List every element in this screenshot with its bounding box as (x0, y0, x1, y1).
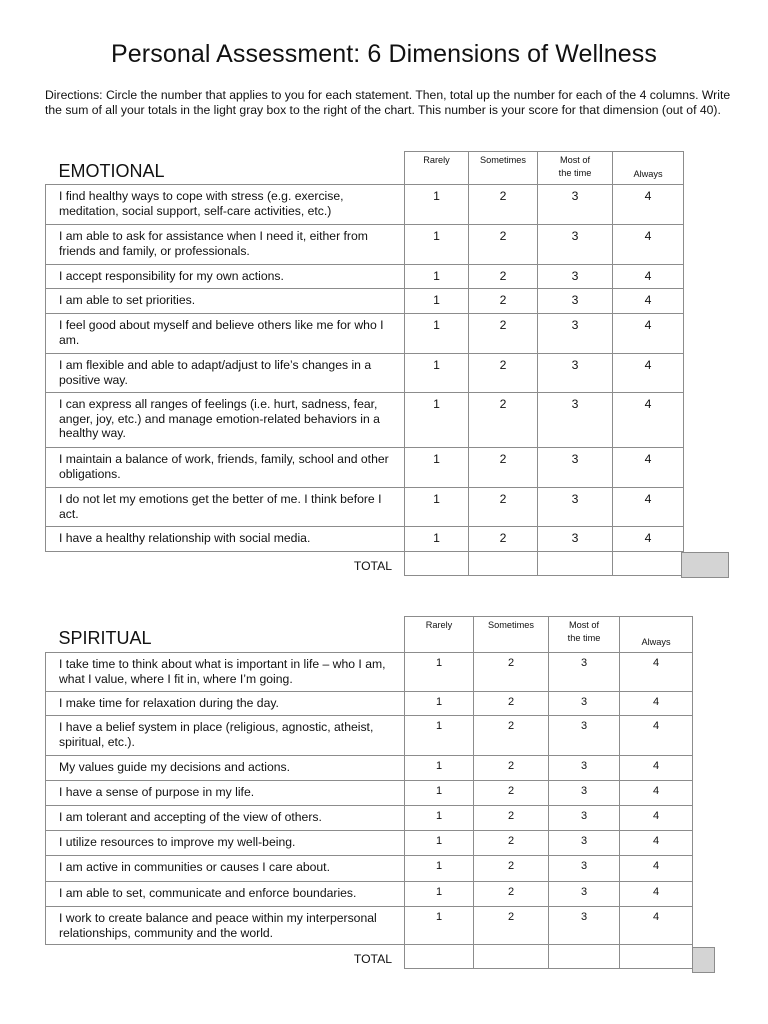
emotional-section (45, 151, 684, 576)
spiritual-score-box[interactable] (692, 947, 715, 973)
rating-option-1[interactable]: 1 (405, 265, 469, 289)
total-label: TOTAL (353, 952, 392, 967)
rating-option-3[interactable]: 3 (549, 806, 620, 831)
table-row (46, 448, 684, 488)
rating-option-4[interactable]: 4 (620, 692, 693, 716)
rating-option-1[interactable]: 1 (405, 354, 469, 393)
rating-option-3[interactable]: 3 (538, 393, 613, 448)
table-row (46, 225, 684, 265)
rating-option-1[interactable]: 1 (405, 314, 469, 354)
page-title: Personal Assessment: 6 Dimensions of Wellness (111, 40, 657, 68)
rating-option-1[interactable]: 1 (405, 488, 469, 527)
rating-option-4[interactable]: 4 (613, 527, 684, 552)
rating-option-3[interactable]: 3 (538, 448, 613, 488)
emotional-rows (46, 185, 684, 576)
rating-option-2[interactable]: 2 (469, 265, 538, 289)
rating-option-2[interactable]: 2 (474, 781, 549, 806)
column-total-field[interactable] (549, 945, 620, 969)
statement-text: I work to create balance and peace within my interpersonal relationships, community and the world. (46, 907, 405, 945)
rating-option-2[interactable]: 2 (474, 692, 549, 716)
rating-option-3[interactable]: 3 (549, 856, 620, 882)
rating-option-2[interactable]: 2 (469, 289, 538, 314)
rating-option-1[interactable]: 1 (405, 907, 474, 945)
rating-option-3[interactable]: 3 (538, 225, 613, 265)
total-row (46, 945, 693, 969)
directions-text: Directions: Circle the number that applies to you for each statement. Then, total up the number for each of the 4 columns. Write the sum of all your totals in the light gray box to the right of the chart. This number is your score for that dimension (out of 40). (45, 88, 731, 117)
rating-option-1[interactable]: 1 (405, 527, 469, 552)
rating-option-2[interactable]: 2 (474, 756, 549, 781)
rating-option-2[interactable]: 2 (474, 716, 549, 756)
table-row (46, 716, 693, 756)
rating-option-4[interactable]: 4 (613, 289, 684, 314)
rating-option-1[interactable]: 1 (405, 185, 469, 225)
statement-text: I am flexible and able to adapt/adjust to life’s changes in a positive way. (46, 354, 405, 393)
column-total-field[interactable] (405, 552, 469, 576)
column-total-field[interactable] (474, 945, 549, 969)
emotional-score-box[interactable] (681, 552, 729, 578)
statement-text: I utilize resources to improve my well-being. (46, 831, 405, 856)
col-header-most: Most of the time (549, 617, 620, 653)
column-total-field[interactable] (469, 552, 538, 576)
col-header-sometimes: Sometimes (474, 617, 549, 653)
rating-option-1[interactable]: 1 (405, 756, 474, 781)
rating-option-1[interactable]: 1 (405, 653, 474, 692)
rating-option-1[interactable]: 1 (405, 856, 474, 882)
rating-option-2[interactable]: 2 (469, 225, 538, 265)
rating-option-2[interactable]: 2 (469, 448, 538, 488)
rating-option-1[interactable]: 1 (405, 448, 469, 488)
table-row (46, 806, 693, 831)
spiritual-rows (46, 653, 693, 969)
rating-option-2[interactable]: 2 (474, 856, 549, 882)
spiritual-section (45, 616, 693, 969)
spiritual-table (45, 616, 693, 969)
table-row (46, 831, 693, 856)
table-row (46, 907, 693, 945)
rating-option-1[interactable]: 1 (405, 882, 474, 907)
table-row (46, 882, 693, 907)
rating-option-2[interactable]: 2 (474, 653, 549, 692)
column-total-field[interactable] (613, 552, 684, 576)
statement-text: I do not let my emotions get the better of me. I think before I act. (46, 488, 405, 527)
rating-option-2[interactable]: 2 (474, 806, 549, 831)
rating-option-1[interactable]: 1 (405, 289, 469, 314)
table-row (46, 856, 693, 882)
rating-option-4[interactable]: 4 (613, 265, 684, 289)
rating-option-4[interactable]: 4 (620, 653, 693, 692)
rating-option-4[interactable]: 4 (613, 185, 684, 225)
rating-option-3[interactable]: 3 (549, 653, 620, 692)
rating-option-3[interactable]: 3 (549, 716, 620, 756)
statement-text: I have a belief system in place (religious, agnostic, atheist, spiritual, etc.). (46, 716, 405, 756)
col-header-always: Always (613, 152, 684, 185)
col-header-most: Most of the time (538, 152, 613, 185)
col-header-sometimes: Sometimes (469, 152, 538, 185)
rating-option-3[interactable]: 3 (549, 907, 620, 945)
rating-option-1[interactable]: 1 (405, 692, 474, 716)
statement-text: I am able to set, communicate and enforce boundaries. (46, 882, 405, 907)
rating-option-2[interactable]: 2 (469, 354, 538, 393)
rating-option-2[interactable]: 2 (469, 488, 538, 527)
column-total-field[interactable] (405, 945, 474, 969)
rating-option-3[interactable]: 3 (538, 527, 613, 552)
rating-option-4[interactable]: 4 (620, 856, 693, 882)
table-row (46, 289, 684, 314)
rating-option-3[interactable]: 3 (538, 289, 613, 314)
rating-option-4[interactable]: 4 (620, 781, 693, 806)
table-row (46, 781, 693, 806)
emotional-title: EMOTIONAL (58, 161, 165, 182)
rating-option-3[interactable]: 3 (538, 265, 613, 289)
col-header-rarely: Rarely (405, 152, 469, 185)
rating-option-4[interactable]: 4 (613, 314, 684, 354)
statement-text: I am active in communities or causes I care about. (46, 856, 405, 882)
rating-option-3[interactable]: 3 (538, 354, 613, 393)
statement-text: I have a healthy relationship with social media. (46, 527, 405, 552)
table-row (46, 692, 693, 716)
rating-option-2[interactable]: 2 (469, 185, 538, 225)
rating-option-2[interactable]: 2 (474, 831, 549, 856)
rating-option-4[interactable]: 4 (620, 756, 693, 781)
total-row (46, 552, 684, 576)
rating-option-2[interactable]: 2 (469, 393, 538, 448)
emotional-table (45, 151, 684, 576)
statement-text: I find healthy ways to cope with stress (e.g. exercise, meditation, social support, self-care activities, etc.) (46, 185, 405, 225)
total-label: TOTAL (353, 559, 392, 574)
rating-option-4[interactable]: 4 (620, 806, 693, 831)
rating-option-3[interactable]: 3 (549, 692, 620, 716)
table-row (46, 527, 684, 552)
statement-text: I am tolerant and accepting of the view of others. (46, 806, 405, 831)
rating-option-3[interactable]: 3 (549, 831, 620, 856)
table-row (46, 265, 684, 289)
rating-option-3[interactable]: 3 (538, 488, 613, 527)
rating-option-1[interactable]: 1 (405, 781, 474, 806)
table-row (46, 488, 684, 527)
rating-option-1[interactable]: 1 (405, 393, 469, 448)
spiritual-title: SPIRITUAL (58, 627, 152, 648)
statement-text: I accept responsibility for my own actions. (46, 265, 405, 289)
rating-option-2[interactable]: 2 (469, 527, 538, 552)
statement-text: My values guide my decisions and actions. (46, 756, 405, 781)
rating-option-4[interactable]: 4 (613, 393, 684, 448)
statement-text: I feel good about myself and believe others like me for who I am. (46, 314, 405, 354)
column-total-field[interactable] (538, 552, 613, 576)
rating-option-1[interactable]: 1 (405, 806, 474, 831)
rating-option-3[interactable]: 3 (538, 314, 613, 354)
table-row (46, 653, 693, 692)
rating-option-4[interactable]: 4 (620, 907, 693, 945)
rating-option-2[interactable]: 2 (474, 882, 549, 907)
rating-option-2[interactable]: 2 (469, 314, 538, 354)
table-row (46, 393, 684, 448)
statement-text: I am able to ask for assistance when I need it, either from friends and family, or professionals. (46, 225, 405, 265)
rating-option-1[interactable]: 1 (405, 225, 469, 265)
rating-option-1[interactable]: 1 (405, 831, 474, 856)
col-header-rarely: Rarely (405, 617, 474, 653)
table-row (46, 314, 684, 354)
rating-option-4[interactable]: 4 (613, 448, 684, 488)
rating-option-2[interactable]: 2 (474, 907, 549, 945)
rating-option-3[interactable]: 3 (549, 781, 620, 806)
rating-option-3[interactable]: 3 (538, 185, 613, 225)
rating-option-4[interactable]: 4 (620, 831, 693, 856)
rating-option-4[interactable]: 4 (620, 882, 693, 907)
rating-option-4[interactable]: 4 (620, 716, 693, 756)
statement-text: I have a sense of purpose in my life. (46, 781, 405, 806)
rating-option-3[interactable]: 3 (549, 756, 620, 781)
rating-option-3[interactable]: 3 (549, 882, 620, 907)
column-total-field[interactable] (620, 945, 693, 969)
statement-text: I make time for relaxation during the day. (46, 692, 405, 716)
col-header-always: Always (620, 617, 693, 653)
statement-text: I maintain a balance of work, friends, family, school and other obligations. (46, 448, 405, 488)
rating-option-4[interactable]: 4 (613, 354, 684, 393)
rating-option-4[interactable]: 4 (613, 488, 684, 527)
table-row (46, 354, 684, 393)
table-row (46, 756, 693, 781)
table-row (46, 185, 684, 225)
rating-option-4[interactable]: 4 (613, 225, 684, 265)
statement-text: I take time to think about what is important in life – who I am, what I value, where I fit in, where I’m going. (46, 653, 405, 692)
rating-option-1[interactable]: 1 (405, 716, 474, 756)
statement-text: I am able to set priorities. (46, 289, 405, 314)
statement-text: I can express all ranges of feelings (i.e. hurt, sadness, fear, anger, joy, etc.) and manage emotion-related behaviors in a healthy way. (46, 393, 405, 448)
